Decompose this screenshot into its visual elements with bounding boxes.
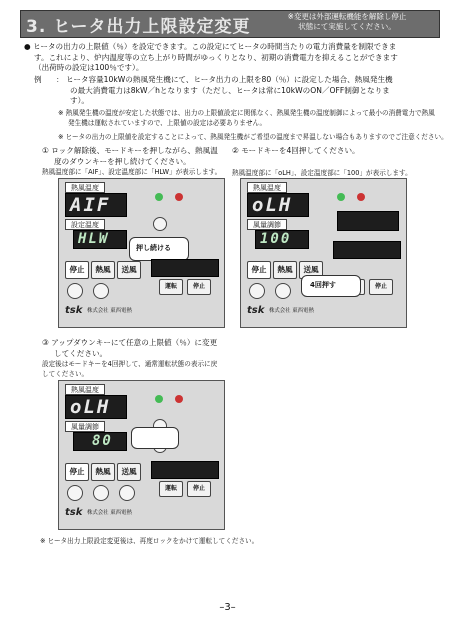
panel2-stop-button[interactable]: 停止 (247, 261, 271, 279)
panel3-led-red (175, 395, 183, 403)
panel2-mode-button[interactable] (249, 283, 265, 299)
intro-line1: ● ヒータの出力の上限値（％）を設定できます。この設定にてヒータの時間当たりの電力消費量を制限できま (24, 42, 397, 51)
step2-text (232, 146, 437, 178)
panel1-stop-button[interactable]: 停止 (65, 261, 89, 279)
step3-sub2: してください。 (42, 370, 89, 378)
example-label: 例 (34, 75, 42, 84)
panel3-push-button[interactable] (119, 485, 135, 501)
intro-line2: す。これにより、炉内温度等の立ち上がり時間がゆっくりとなり、初期の消費電力を抑えることができます (34, 52, 398, 62)
control-panel-1 (58, 178, 225, 328)
panel2-secondary-display (337, 211, 399, 231)
panel3-hot-button[interactable]: 熱風 (91, 463, 115, 481)
notes-block (58, 108, 448, 142)
example-line3: す）。 (70, 96, 89, 105)
panel3-company-name: 株式会社 東西電熱 (87, 510, 132, 516)
panel1-timer-display (151, 259, 219, 277)
panel2-hand-label: 4回押す (310, 281, 336, 289)
panel2-blow-button[interactable]: 送風 (299, 261, 323, 279)
panel1-stop2-button[interactable]: 停止 (187, 279, 211, 295)
intro-line3: （出荷時の設定は100％です）。 (34, 63, 144, 72)
step3-title2: してください。 (54, 348, 108, 358)
panel3-display-bottom-value: 80 (92, 433, 113, 449)
panel2-hand-pointer (301, 275, 361, 297)
panel2-ext-button[interactable] (275, 283, 291, 299)
panel1-display-top (65, 193, 127, 217)
control-panel-2 (240, 178, 407, 328)
panel1-display-top-value: AIF (70, 194, 111, 216)
panel1-blow-button[interactable]: 送風 (117, 261, 141, 279)
panel1-display-bottom (73, 230, 127, 249)
panel2-company-name: 株式会社 東西電熱 (269, 308, 314, 314)
panel3-run-button[interactable]: 運転 (159, 481, 183, 497)
note2: ※ ヒータの出力の上限値を設定することによって、熱風発生機がご希望の温度まで昇温しない場合もありますのでご注意ください。 (58, 133, 448, 141)
panel1-temp-label: 熱風温度 (65, 182, 105, 193)
panel2-led-green (337, 193, 345, 201)
panel2-display-top-value: oLH (252, 194, 293, 216)
panel2-brand-logo: tsk (247, 305, 265, 316)
step2-sub: 熱風温度部に「oLH」、設定温度部に「100」が表示します。 (232, 168, 412, 177)
panel2-temp-label: 熱風温度 (247, 182, 287, 193)
panel1-hot-button[interactable]: 熱風 (91, 261, 115, 279)
panel1-hand-pointer (129, 237, 189, 261)
panel3-hand-pointer (131, 427, 179, 449)
step1-title2: 度のダウンキーを押し続けてください。 (54, 156, 191, 166)
panel2-set-label: 風量調節 (247, 219, 287, 230)
header-note-line2: 状態にて実施してください。 (298, 22, 396, 31)
panel3-ext-button[interactable] (93, 485, 109, 501)
panel2-display-top (247, 193, 309, 217)
panel3-blow-button[interactable]: 送風 (117, 463, 141, 481)
note1-line1: ※ 熱風発生機の温度が安定した状態では、出力の上限値設定に関係なく、熱風発生機の温度制御によって最小の消費電力で熱風 (58, 109, 435, 117)
panel3-led-green (155, 395, 163, 403)
footer-note: ※ ヒータ出力上限設定変更後は、再度ロックをかけて運転してください。 (40, 537, 259, 545)
panel2-timer-display (333, 241, 401, 259)
panel1-ext-button[interactable] (93, 283, 109, 299)
panel3-set-label: 風量調節 (65, 421, 105, 432)
panel2-hot-button[interactable]: 熱風 (273, 261, 297, 279)
header-note-line1: ※変更は外部運転機能を解除し停止 (287, 12, 407, 21)
panel1-led-green (155, 193, 163, 201)
panel1-company-name: 株式会社 東西電熱 (87, 308, 132, 314)
panel3-brand-logo: tsk (65, 507, 83, 518)
step3-title: ③ アップダウンキーにて任意の上限値（％）に変更 (42, 338, 218, 347)
panel3-display-bottom (73, 432, 127, 451)
header-note (258, 12, 436, 32)
example-line2: の最大消費電力は8kW／hとなります（ただし、ヒータは常に10kWのON／OFF制御となりま (70, 85, 390, 95)
panel3-timer-display (151, 461, 219, 479)
panel1-mode-button[interactable] (67, 283, 83, 299)
panel3-mode-button[interactable] (67, 485, 83, 501)
panel1-run-button[interactable]: 運転 (159, 279, 183, 295)
step1-sub: 熱風温度部に「AIF」、設定温度部に「HLW」が表示します。 (42, 168, 222, 176)
step3-sub1: 設定後はモードキーを4回押して、通常運転状態の表示に戻 (42, 360, 218, 368)
panel2-display-bottom (255, 230, 309, 249)
panel1-brand-logo: tsk (65, 305, 83, 316)
panel2-led-red (357, 193, 365, 201)
panel3-stop2-button[interactable]: 停止 (187, 481, 211, 497)
intro-text (24, 42, 444, 74)
step1-title: ① ロック解除後、モードキーを押しながら、熱風温 (42, 146, 218, 155)
panel1-display-bottom-value: HLW (78, 231, 110, 247)
panel2-display-bottom-value: 100 (260, 231, 292, 247)
step3-text (42, 338, 242, 379)
example-block (34, 75, 444, 107)
panel3-stop-button[interactable]: 停止 (65, 463, 89, 481)
panel1-hand-label: 押し続ける (136, 244, 171, 252)
panel3-display-top-value: oLH (70, 396, 111, 418)
page-number: –3– (219, 602, 236, 613)
section-title: 3. ヒータ出力上限設定変更 (26, 17, 251, 37)
example-line1: ： ヒータ容量10kWの熱風発生機にて、ヒータ出力の上限を80（％）に設定した場合、熱風発生機 (56, 75, 393, 84)
note1-line2: 発生機は運転されていますので、上限値の設定は必要ありません。 (68, 119, 267, 127)
control-panel-3 (58, 380, 225, 530)
panel1-set-label: 設定温度 (65, 219, 105, 230)
panel1-temp-up-button[interactable] (153, 217, 167, 231)
panel3-temp-label: 熱風温度 (65, 384, 105, 395)
step2-title: ② モードキーを4回押してください。 (232, 146, 360, 155)
panel1-led-red (175, 193, 183, 201)
panel2-stop2-button[interactable]: 停止 (369, 279, 393, 295)
step1-text (42, 146, 237, 177)
panel3-display-top (65, 395, 127, 419)
